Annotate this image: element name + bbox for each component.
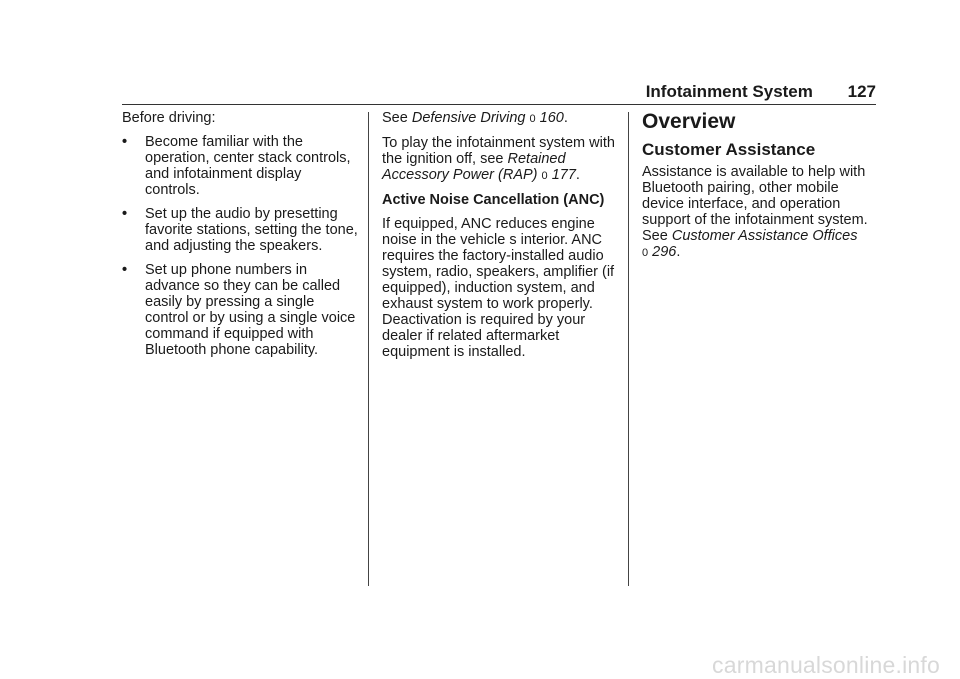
cross-reference-link[interactable]: Customer Assistance Offices xyxy=(671,228,858,244)
section-heading: Overview xyxy=(642,110,736,133)
bullet-icon: • xyxy=(122,262,128,278)
paragraph-text: To play the infotainment system with the ignition off, see xyxy=(382,135,615,167)
subsection-heading: Active Noise Cancellation (ANC) xyxy=(382,192,605,208)
cross-reference-link[interactable]: Retained Accessory Power (RAP) xyxy=(382,151,566,183)
punctuation: . xyxy=(676,244,681,260)
paragraph xyxy=(642,164,878,261)
list-item xyxy=(122,262,360,358)
paragraph: If equipped, ANC reduces engine noise in the vehicle s interior. ANC requires the factory-installed audio system, radio, speakers, amplifier (if equipped), induction system, and exhaust system to work properly. Deactivation is required by your dealer if related aftermarket equipment is installed. xyxy=(382,216,615,360)
paragraph-text: Assistance is available to help with Bluetooth pairing, other mobile device interface, and operation support of the infotainment system. See xyxy=(642,164,868,244)
paragraph xyxy=(382,135,620,184)
cross-reference-link[interactable]: Defensive Driving xyxy=(411,110,526,126)
page-number: 127 xyxy=(847,82,876,101)
punctuation: . xyxy=(563,110,568,126)
column-middle xyxy=(382,110,620,368)
page-arrow-icon: 0 xyxy=(529,113,536,125)
list-item xyxy=(122,134,360,198)
see-prefix: See xyxy=(382,110,412,126)
watermark xyxy=(0,652,960,679)
page-reference[interactable]: 177 xyxy=(551,167,576,183)
page-arrow-icon: 0 xyxy=(541,170,548,182)
list-item-text: Set up phone numbers in advance so they can be called easily by pressing a single control or by using a single voice command if equipped with Bluetooth phone capability. xyxy=(145,262,356,358)
page-arrow-icon: 0 xyxy=(642,247,649,259)
column-divider xyxy=(368,112,369,586)
punctuation: . xyxy=(575,167,580,183)
page-reference[interactable]: 160 xyxy=(539,110,564,126)
list-item-text: Become familiar with the operation, center stack controls, and infotainment display controls. xyxy=(145,134,351,198)
section-title: Infotainment System xyxy=(645,82,813,101)
column-right xyxy=(642,110,878,269)
column-divider xyxy=(628,112,629,586)
subsection-heading: Customer Assistance xyxy=(642,140,816,159)
watermark-text: carmanualsonline.info xyxy=(712,652,940,678)
page-header xyxy=(122,82,876,105)
intro-text: Before driving: xyxy=(122,110,216,126)
bullet-icon: • xyxy=(122,134,128,150)
page-reference[interactable]: 296 xyxy=(652,244,677,260)
bullet-icon: • xyxy=(122,206,128,222)
column-left xyxy=(122,110,360,366)
see-reference xyxy=(382,110,620,127)
list-item xyxy=(122,206,360,254)
list-item-text: Set up the audio by presetting favorite stations, setting the tone, and adjusting the speakers. xyxy=(145,206,358,254)
